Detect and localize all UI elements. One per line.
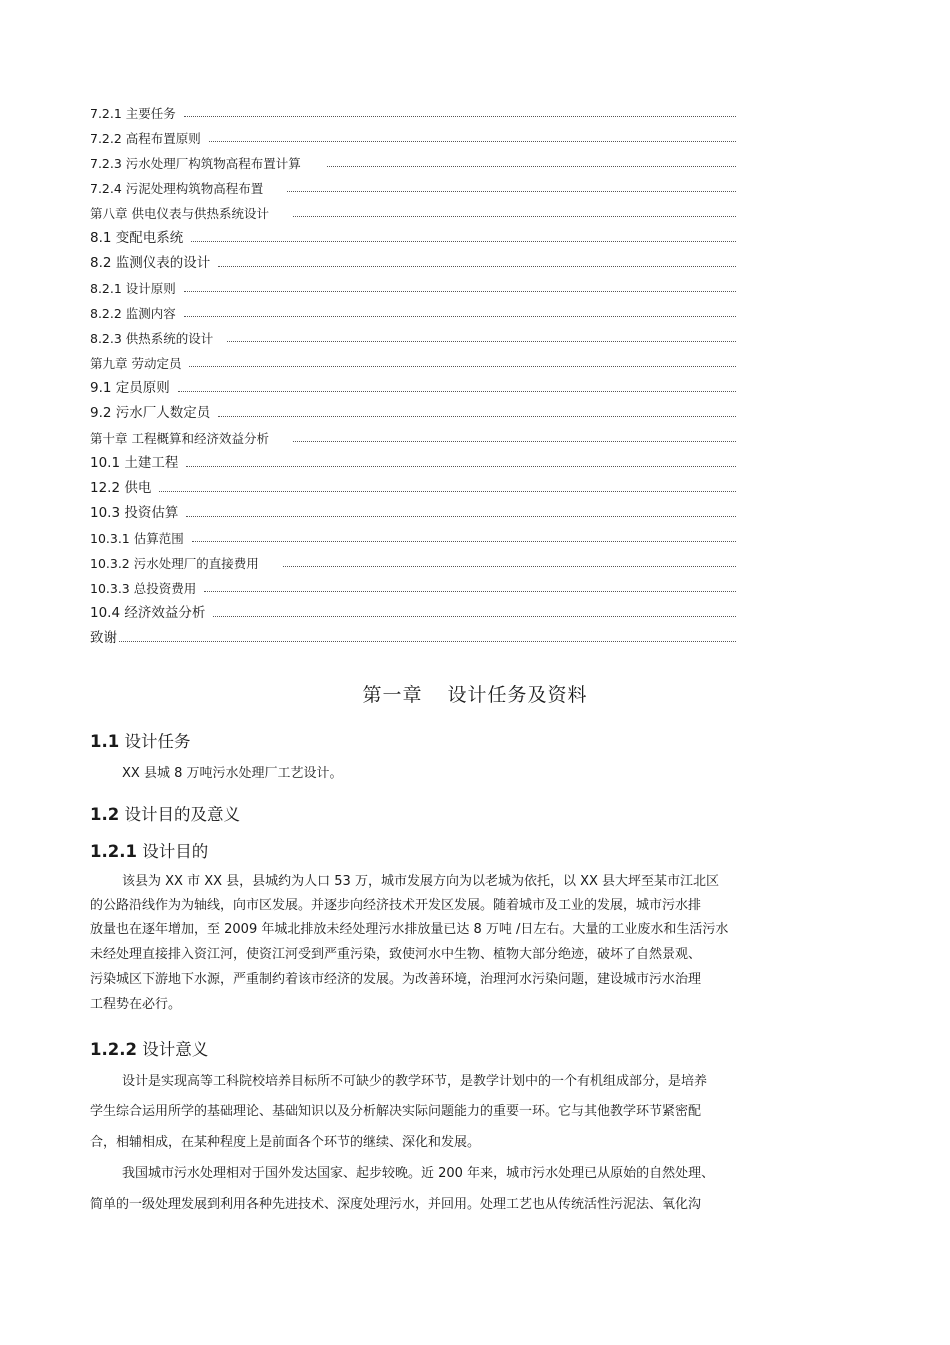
section-title: 设计意义	[142, 1040, 209, 1059]
toc-leader-dots	[204, 587, 736, 592]
toc-entry-label: 7.2.2 高程布置原则	[90, 131, 201, 146]
toc-entry[interactable]	[90, 196, 736, 221]
section-title: 设计目的及意义	[124, 805, 240, 824]
paragraph-line: 污染城区下游地下水源，严重制约着该市经济的发展。为改善环境，治理河水污染问题，建设城市污水治理	[90, 972, 702, 987]
paragraph-line: 未经处理直接排入资江河，使资江河受到严重污染，致使河水中生物、植物大部分绝迹，破坏了自然景观、	[90, 947, 702, 962]
toc-leader-dots	[293, 437, 736, 442]
toc-entry-label: 7.2.3 污水处理厂构筑物高程布置计算	[90, 156, 301, 171]
paragraph-line: 设计是实现高等工科院校培养目标所不可缺少的教学环节，是教学计划中的一个有机组成部分，是培养	[122, 1074, 708, 1089]
paragraph-line: 的公路沿线作为为轴线，向市区发展。并逐步向经济技术开发区发展。随着城市及工业的发展，城市污水排	[90, 898, 702, 913]
toc-leader-dots	[186, 512, 736, 517]
toc-leader-dots	[218, 412, 736, 417]
toc-leader-dots	[184, 312, 736, 317]
toc-leader-dots	[159, 487, 736, 492]
toc-leader-dots	[119, 637, 736, 642]
toc-leader-dots	[283, 562, 736, 567]
toc-leader-dots	[209, 137, 736, 142]
toc-entry[interactable]	[90, 296, 736, 321]
section-title: 设计任务	[124, 732, 191, 751]
toc-entry[interactable]	[90, 621, 736, 646]
toc-leader-dots	[191, 237, 736, 242]
toc-leader-dots	[184, 287, 736, 292]
toc-leader-dots	[227, 337, 736, 342]
toc-leader-dots	[327, 162, 736, 167]
toc-entry[interactable]	[90, 371, 736, 396]
toc-entry-label: 8.2.1 设计原则	[90, 281, 176, 296]
toc-entry[interactable]	[90, 271, 736, 296]
paragraph-line: 简单的一级处理发展到利用各种先进技术、深度处理污水，并回用。处理工艺也从传统活性污泥法、氧化沟	[90, 1197, 702, 1212]
toc-entry-label: 9.1 定员原则	[90, 380, 170, 396]
paragraph-line: 放量也在逐年增加，至 2009 年城北排放未经处理污水排放量已达 8 万吨 /日左右。大量的工业废水和生活污水	[90, 922, 729, 937]
toc-entry-label: 8.2 监测仪表的设计	[90, 255, 211, 271]
section-heading-1-2	[90, 801, 240, 825]
toc-leader-dots	[178, 387, 736, 392]
toc-entry[interactable]	[90, 496, 736, 521]
toc-leader-dots	[192, 537, 736, 542]
toc-entry[interactable]	[90, 246, 736, 271]
toc-entry-label: 致谢	[90, 630, 117, 646]
toc-entry[interactable]	[90, 171, 736, 196]
paragraph-line: 该县为 XX 市 XX 县，县城约为人口 53 万，城市发展方向为以老城为依托，以 XX 县大坪至某市江北区	[122, 874, 720, 889]
table-of-contents	[90, 96, 736, 646]
toc-entry-label: 10.3.2 污水处理厂的直接费用	[90, 556, 259, 571]
toc-leader-dots	[218, 262, 736, 267]
toc-entry-label: 7.2.1 主要任务	[90, 106, 176, 121]
section-number: 1.1	[90, 732, 120, 751]
toc-entry-label: 7.2.4 污泥处理构筑物高程布置	[90, 181, 264, 196]
paragraph-line: 学生综合运用所学的基础理论、基础知识以及分析解决实际问题能力的重要一环。它与其他教学环节紧密配	[90, 1104, 702, 1119]
toc-entry-label: 第九章 劳动定员	[90, 356, 182, 371]
toc-entry-label: 10.3.3 总投资费用	[90, 581, 197, 596]
toc-leader-dots	[184, 112, 736, 117]
paragraph-line: XX 县城 8 万吨污水处理厂工艺设计。	[122, 766, 343, 781]
toc-entry[interactable]	[90, 396, 736, 421]
toc-entry-label: 9.2 污水厂人数定员	[90, 405, 211, 421]
toc-entry[interactable]	[90, 121, 736, 146]
toc-entry[interactable]	[90, 571, 736, 596]
toc-entry[interactable]	[90, 546, 736, 571]
toc-entry[interactable]	[90, 521, 736, 546]
toc-entry[interactable]	[90, 446, 736, 471]
toc-leader-dots	[186, 462, 736, 467]
paragraph-line: 工程势在必行。	[90, 997, 182, 1012]
toc-leader-dots	[189, 362, 736, 367]
toc-entry[interactable]	[90, 146, 736, 171]
toc-entry-label: 10.3.1 估算范围	[90, 531, 184, 546]
toc-entry-label: 10.1 土建工程	[90, 455, 179, 471]
section-number: 1.2	[90, 805, 120, 824]
section-heading-1-2-1	[90, 838, 208, 862]
toc-entry[interactable]	[90, 321, 736, 346]
section-number: 1.2.2	[90, 1040, 137, 1059]
paragraph-line: 我国城市污水处理相对于国外发达国家、起步较晚。近 200 年来，城市污水处理已从原始的自然处理、	[122, 1166, 715, 1181]
toc-entry-label: 第八章 供电仪表与供热系统设计	[90, 206, 269, 221]
chapter-title: 第一章 设计任务及资料	[362, 684, 588, 706]
toc-entry[interactable]	[90, 471, 736, 496]
toc-entry[interactable]	[90, 221, 736, 246]
toc-leader-dots	[213, 612, 736, 617]
toc-entry-label: 10.3 投资估算	[90, 505, 179, 521]
section-title: 设计目的	[142, 842, 209, 861]
section-heading-1-2-2	[90, 1036, 208, 1060]
paragraph-line: 合，相辅相成，在某种程度上是前面各个环节的继续、深化和发展。	[90, 1135, 481, 1150]
toc-entry-label: 10.4 经济效益分析	[90, 605, 206, 621]
toc-entry[interactable]	[90, 596, 736, 621]
section-heading-1-1	[90, 728, 190, 752]
toc-entry-label: 8.2.2 监测内容	[90, 306, 176, 321]
toc-leader-dots	[287, 187, 736, 192]
section-number: 1.2.1	[90, 842, 137, 861]
toc-entry[interactable]	[90, 421, 736, 446]
toc-entry[interactable]	[90, 346, 736, 371]
toc-entry[interactable]	[90, 96, 736, 121]
toc-entry-label: 第十章 工程概算和经济效益分析	[90, 431, 269, 446]
toc-leader-dots	[293, 212, 736, 217]
toc-entry-label: 8.1 变配电系统	[90, 230, 184, 246]
toc-entry-label: 12.2 供电	[90, 480, 152, 496]
toc-entry-label: 8.2.3 供热系统的设计	[90, 331, 214, 346]
